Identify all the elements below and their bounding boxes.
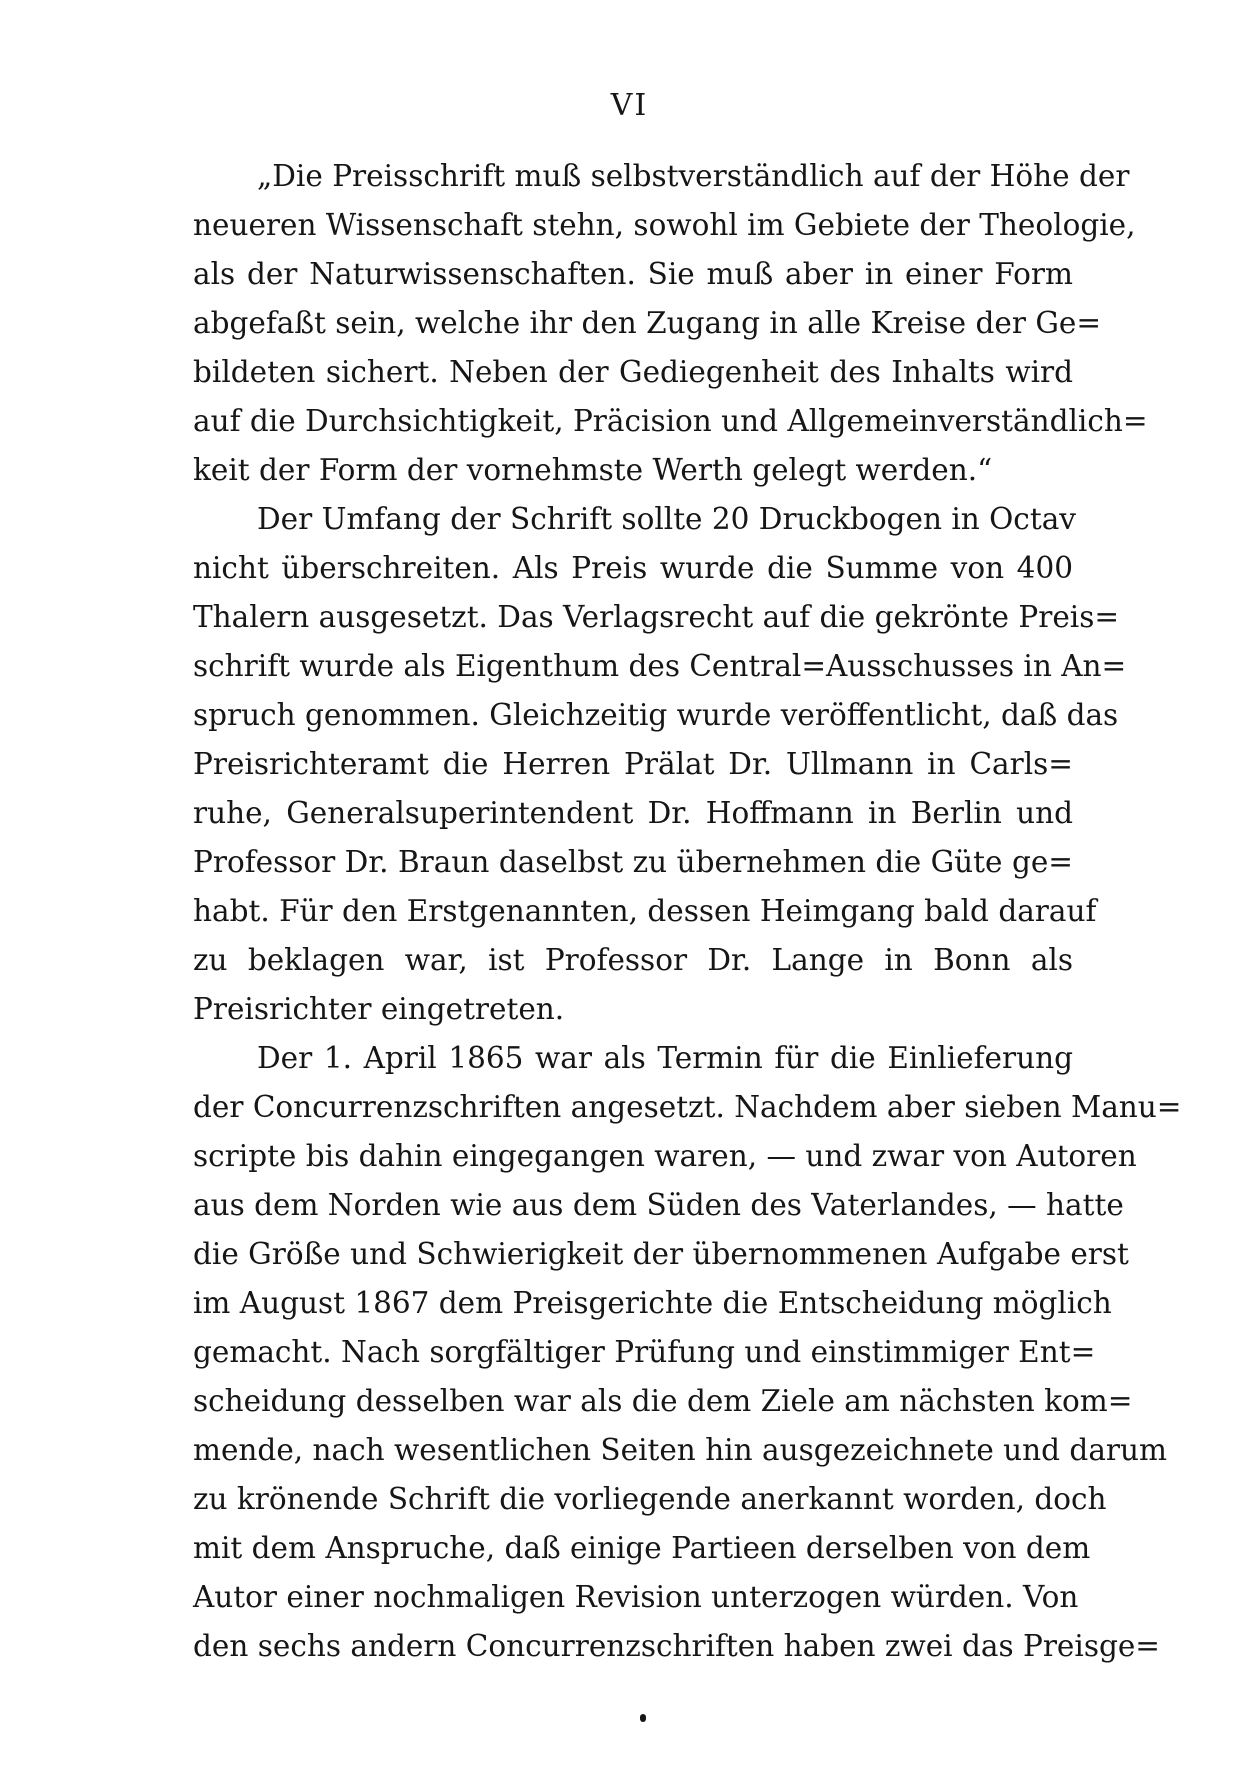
text-line: auf die Durchsichtigkeit, Präcision und Allgemeinverständlich= bbox=[193, 404, 1148, 438]
text-line: zu beklagen war, ist Professor Dr. Lange in Bonn als bbox=[193, 943, 1073, 977]
text-line: aus dem Norden wie aus dem Süden des Vaterlandes, — hatte bbox=[193, 1188, 1124, 1222]
printer-mark bbox=[640, 1714, 646, 1722]
text-line: Autor einer nochmaligen Revision unterzogen würden. Von bbox=[193, 1580, 1079, 1614]
text-line: mende, nach wesentlichen Seiten hin ausgezeichnete und darum bbox=[193, 1433, 1167, 1467]
body-text bbox=[193, 152, 1182, 1671]
text-line: gemacht. Nach sorgfältiger Prüfung und einstimmiger Ent= bbox=[193, 1335, 1096, 1369]
text-line: „Die Preisschrift muß selbstverständlich auf der Höhe der bbox=[257, 159, 1130, 193]
text-line: abgefaßt sein, welche ihr den Zugang in alle Kreise der Ge= bbox=[193, 306, 1102, 340]
text-line: als der Naturwissenschaften. Sie muß aber in einer Form bbox=[193, 257, 1073, 291]
text-line: Preisrichter eingetreten. bbox=[193, 992, 565, 1026]
text-line: ruhe, Generalsuperintendent Dr. Hoffmann in Berlin und bbox=[193, 796, 1073, 830]
text-line: Thalern ausgesetzt. Das Verlagsrecht auf die gekrönte Preis= bbox=[193, 600, 1120, 634]
text-line: nicht überschreiten. Als Preis wurde die Summe von 400 bbox=[193, 551, 1073, 585]
text-line: Professor Dr. Braun daselbst zu übernehmen die Güte ge= bbox=[193, 845, 1073, 879]
text-line: Preisrichteramt die Herren Prälat Dr. Ullmann in Carls= bbox=[193, 747, 1073, 781]
text-line: mit dem Anspruche, daß einige Partieen derselben von dem bbox=[193, 1531, 1091, 1565]
text-line: schrift wurde als Eigenthum des Central=Ausschusses in An= bbox=[193, 649, 1127, 683]
page-number: VI bbox=[610, 88, 649, 123]
text-line: im August 1867 dem Preisgerichte die Entscheidung möglich bbox=[193, 1286, 1112, 1320]
text-line: zu krönende Schrift die vorliegende anerkannt worden, doch bbox=[193, 1482, 1107, 1516]
text-line: habt. Für den Erstgenannten, dessen Heimgang bald darauf bbox=[193, 894, 1097, 928]
text-line: bildeten sichert. Neben der Gediegenheit des Inhalts wird bbox=[193, 355, 1073, 389]
text-line: spruch genommen. Gleichzeitig wurde veröffentlicht, daß das bbox=[193, 698, 1119, 732]
text-line: scripte bis dahin eingegangen waren, — und zwar von Autoren bbox=[193, 1139, 1137, 1173]
text-line: der Concurrenzschriften angesetzt. Nachdem aber sieben Manu= bbox=[193, 1090, 1182, 1124]
text-line: Der Umfang der Schrift sollte 20 Druckbogen in Octav bbox=[257, 502, 1076, 536]
text-line: den sechs andern Concurrenzschriften haben zwei das Preisge= bbox=[193, 1629, 1161, 1663]
text-line: Der 1. April 1865 war als Termin für die Einlieferung bbox=[257, 1041, 1073, 1075]
text-line: die Größe und Schwierigkeit der übernommenen Aufgabe erst bbox=[193, 1237, 1129, 1271]
text-line: neueren Wissenschaft stehn, sowohl im Gebiete der Theologie, bbox=[193, 208, 1136, 242]
text-line: keit der Form der vornehmste Werth gelegt werden.“ bbox=[193, 453, 993, 487]
text-line: scheidung desselben war als die dem Ziele am nächsten kom= bbox=[193, 1384, 1133, 1418]
